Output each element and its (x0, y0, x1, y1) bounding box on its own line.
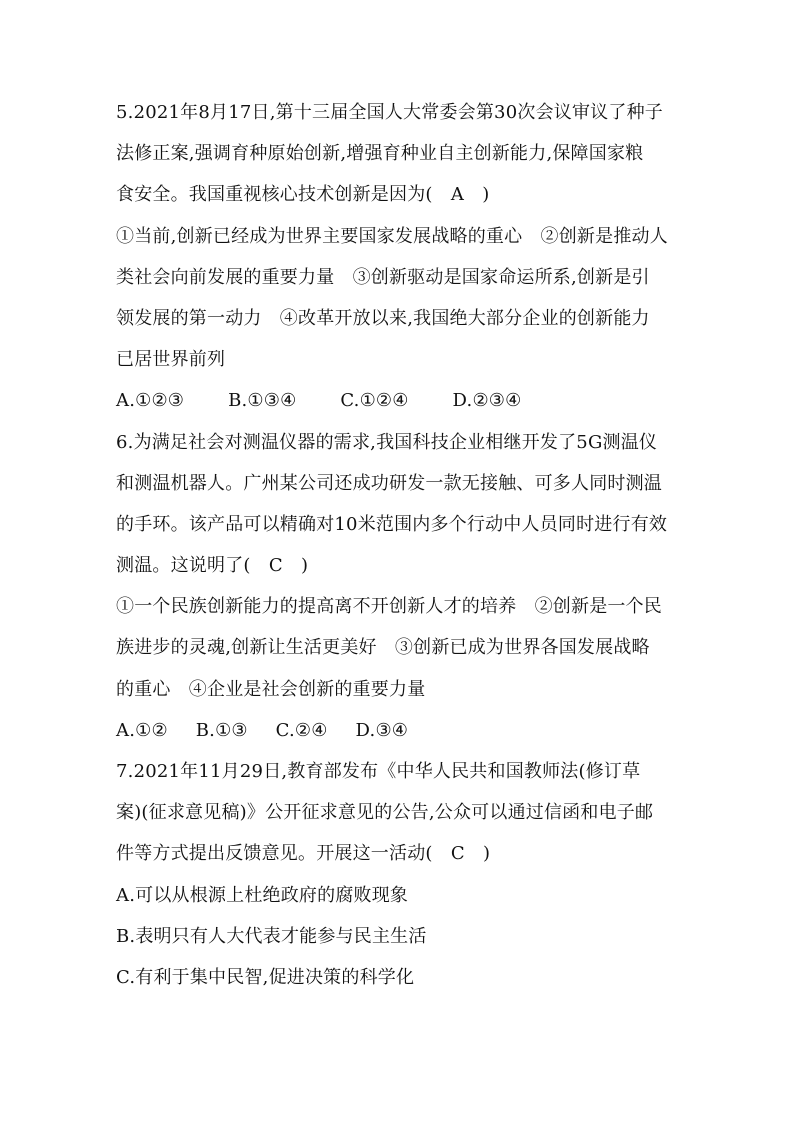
question-5-line-6: 领发展的第一动力 ④改革开放以来,我国绝大部分企业的创新能力 (116, 307, 650, 329)
question-7-choice-c: C.有利于集中民智,促进决策的科学化 (116, 966, 415, 988)
question-6-line-1: 6.为满足社会对测温仪器的需求,我国科技企业相继开发了5G测温仪 (116, 431, 658, 453)
question-6-line-5: ①一个民族创新能力的提高离不开创新人才的培养 ②创新是一个民 (116, 596, 662, 618)
question-6-option-c: C.②④ (275, 719, 328, 741)
question-7-line-1: 7.2021年11月29日,教育部发布《中华人民共和国教师法(修订草 (116, 761, 641, 782)
question-7-line-2: 案)(征求意见稿)》公开征求意见的公告,公众可以通过信函和电子邮 (116, 802, 654, 824)
question-6-line-4: 测温。这说明了( C ) (116, 555, 309, 577)
question-5-option-c: C.①②④ (340, 390, 409, 412)
question-5 (116, 102, 688, 412)
question-5-line-7: 已居世界前列 (116, 349, 226, 371)
question-6-line-7: 的重心 ④企业是社会创新的重要力量 (116, 678, 426, 700)
question-7-choice-a: A.可以从根源上杜绝政府的腐败现象 (116, 884, 409, 906)
question-5-options (116, 390, 688, 412)
question-7-choice-b: B.表明只有人大代表才能参与民主生活 (116, 925, 427, 947)
question-6-line-6: 族进步的灵魂,创新让生活更美好 ③创新已成为世界各国发展战略 (116, 637, 650, 659)
question-5-option-b: B.①③④ (228, 390, 297, 412)
question-6-option-a: A.①② (116, 719, 168, 741)
question-6-line-3: 的手环。该产品可以精确对10米范围内多个行动中人员同时进行有效 (116, 513, 668, 535)
question-5-line-5: 类社会向前发展的重要力量 ③创新驱动是国家命运所系,创新是引 (116, 266, 650, 288)
question-7-line-3: 件等方式提出反馈意见。开展这一活动( C ) (116, 843, 491, 865)
question-7 (116, 761, 688, 989)
question-6-option-b: B.①③ (195, 719, 248, 741)
question-6-options (116, 720, 688, 742)
question-5-line-2: 法修正案,强调育种原始创新,增强育种业自主创新能力,保障国家粮 (116, 143, 644, 165)
question-5-line-3: 食安全。我国重视核心技术创新是因为( A ) (116, 184, 490, 206)
question-6-option-d: D.③④ (355, 719, 409, 741)
question-6 (116, 432, 688, 742)
question-5-option-d: D.②③④ (452, 390, 522, 412)
question-5-option-a: A.①②③ (116, 390, 185, 412)
question-6-line-2: 和测温机器人。广州某公司还成功研发一款无接触、可多人同时测温 (116, 472, 662, 494)
question-page (116, 102, 688, 1008)
question-5-line-1: 5.2021年8月17日,第十三届全国人大常委会第30次会议审议了种子 (116, 102, 663, 123)
question-5-line-4: ①当前,创新已经成为世界主要国家发展战略的重心 ②创新是推动人 (116, 225, 668, 247)
